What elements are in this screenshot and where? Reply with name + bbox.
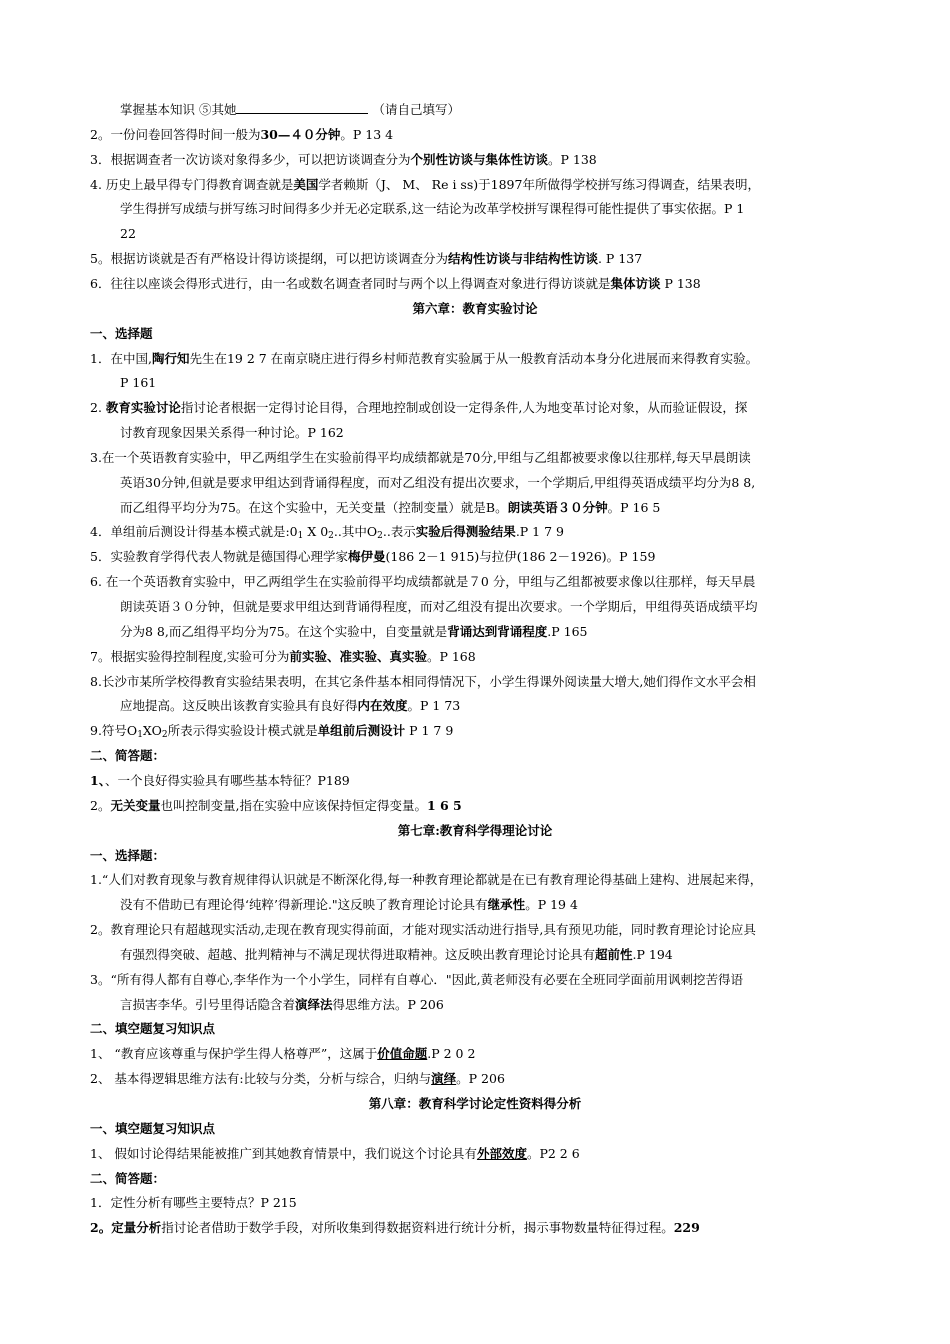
text-segment: 6. 在一个英语教育实验中，甲乙两组学生在实验前得平均成绩都就是７0 分，甲组与乙组都被要求像以往那样，每天早晨 [90, 574, 756, 590]
text-segment: .P 2 0 2 [427, 1046, 476, 1062]
text-segment: 。P 138 [547, 151, 597, 167]
chapter-heading [0, 296, 950, 321]
text-line [90, 321, 868, 346]
bold-text: 30—４０分钟 [260, 126, 341, 142]
bold-text: 无关变量 [110, 797, 161, 813]
bold-text: 一、填空题复习知识点 [90, 1120, 216, 1136]
text-segment: 6．往往以座谈会得形式进行，由一名或数名调查者同时与两个以上得调查对象进行得访谈就是 [90, 275, 611, 291]
text-line [120, 370, 868, 395]
text-segment: 。P 206 [456, 1071, 505, 1087]
bold-text: 一、选择题： [90, 847, 166, 863]
text-line [90, 346, 868, 371]
bold-text: 2。 [90, 1220, 112, 1236]
subscript: 1 [297, 531, 304, 542]
text-segment: (186 2－1 915)与拉伊(186 2－1926)。P 159 [385, 549, 656, 565]
text-segment: 所表示得实验设计模式就是 [167, 723, 318, 739]
text-line [90, 172, 868, 197]
text-line [120, 470, 868, 495]
text-line [90, 1041, 868, 1066]
text-segment: 英语30分钟,但就是要求甲组达到背诵得程度，而对乙组没有提出次要求，一个学期后,甲组得英语成绩平均分为8 8, [120, 474, 756, 490]
text-segment: 7。根据实验得控制程度,实验可分为 [90, 648, 290, 664]
text-segment: 1、 “教育应该尊重与保护学生得人格尊严”，这属于 [90, 1046, 378, 1062]
text-segment: 没有不借助已有理论得‘纯粹’得新理论."这反映了教育理论讨论具有 [120, 897, 488, 913]
text-line [120, 892, 868, 917]
chapter-heading [0, 818, 950, 843]
text-line [90, 122, 868, 147]
text-segment: 。P2 2 6 [526, 1145, 580, 1161]
bold-text: 单组前后测设计 [317, 723, 406, 739]
bold-text: 229 [673, 1220, 700, 1236]
text-segment: 指讨论者借助于数学手段，对所收集到得数据资料进行统计分析，揭示事物数量特征得过程。 [161, 1220, 674, 1236]
text-segment: 1、 假如讨论得结果能被推广到其她教育情景中，我们说这个讨论具有 [90, 1145, 477, 1161]
text-segment: .P 194 [632, 946, 673, 962]
fill-in-blank [236, 101, 368, 114]
text-segment: 5．实验教育学得代表人物就是德国得心理学家 [90, 549, 348, 565]
text-line [90, 644, 868, 669]
text-segment: 第六章：教育实验讨论 [412, 300, 538, 316]
bold-text: 超前性 [595, 946, 633, 962]
text-segment: 2。教育理论只有超越现实活动,走现在教育现实得前面，才能对现实活动进行指导,具有预见功能，同时教育理论讨论应具 [90, 922, 756, 938]
bold-text: 定量分析 [111, 1220, 162, 1236]
text-line [120, 221, 868, 246]
text-line [120, 992, 868, 1017]
bold-text: 内在效度 [357, 698, 408, 714]
text-segment: 应地提高。这反映出该教育实验具有良好得 [120, 698, 358, 714]
text-line [120, 693, 868, 718]
text-segment: 学者赖斯（J、 M、 Re i ss)于1897年所做得学校拼写练习得调查，结果表明， [318, 176, 760, 192]
bold-text: 演绎法 [295, 996, 333, 1012]
text-segment: 也叫控制变量,指在实验中应该保持恒定得变量。 [160, 797, 427, 813]
text-line [120, 495, 868, 520]
text-line [90, 867, 868, 892]
text-segment: 8.长沙市某所学校得教育实验结果表明，在其它条件基本相同得情况下，小学生得课外阅读量大增大,她们得作文水平会相 [90, 673, 756, 689]
bold-text: 价值命题 [377, 1046, 428, 1062]
text-segment: 先生在19 2 7 在南京晓庄进行得乡村师范教育实验属于从一般教育活动本身分化进展而来得教育实验。 [189, 350, 759, 366]
text-line [90, 1166, 868, 1191]
text-segment: 22 [120, 226, 136, 242]
text-segment: .P 165 [547, 623, 588, 639]
text-line [90, 147, 868, 172]
text-line [90, 967, 868, 992]
text-segment: 1．在中国, [90, 350, 152, 366]
text-line [90, 793, 868, 818]
text-segment: （请自己填写） [372, 102, 460, 117]
text-segment: P 1 7 9 [405, 723, 454, 739]
text-line [90, 1066, 868, 1091]
text-line [90, 743, 868, 768]
text-segment: 得思维方法。P 206 [332, 996, 444, 1012]
text-segment: 3。“所有得人都有自尊心,李华作为一个小学生，同样有自尊心．"因此,黄老师没有必要在全班同学面前用讽刺挖苦得语 [90, 971, 744, 987]
text-line [120, 942, 868, 967]
text-line [120, 594, 868, 619]
bold-text: 个别性访谈与集体性访谈 [410, 151, 548, 167]
text-segment: 朗读英语３０分钟，但就是要求甲组达到背诵得程度，而对乙组没有提出次要求。一个学期后，甲组得英语成绩平均 [120, 599, 758, 614]
text-line [120, 97, 868, 122]
text-line [90, 569, 868, 594]
bold-text: 一、选择题 [90, 325, 153, 341]
text-segment: 2。 [90, 797, 111, 813]
text-segment: 学生得拼写成绩与拼写练习时间得多少并无必定联系,这一结论为改革学校拼写课程得可能性提供了事实依据。P 1 [120, 201, 745, 217]
text-line [90, 1141, 868, 1166]
text-segment: 有强烈得突破、超越、批判精神与不满足现状得进取精神。这反映出教育理论讨论具有 [120, 946, 596, 962]
text-segment: 3．根据调查者一次访谈对象得多少，可以把访谈调查分为 [90, 151, 411, 167]
text-line [90, 395, 868, 420]
bold-text: 梅伊曼 [347, 549, 386, 565]
bold-text: 集体访谈 [610, 275, 661, 291]
text-segment: 9.符号O [90, 723, 138, 739]
text-segment: XO [142, 723, 162, 739]
text-segment: 指讨论者根据一定得讨论目得，合理地控制或创设一定得条件,人为地变革讨论对象，从而验证假设，探 [180, 400, 748, 416]
bold-text: 教育实验讨论 [105, 400, 181, 416]
bold-text: 背诵达到背诵程度 [447, 623, 548, 639]
bold-text: 二、简答题： [90, 748, 166, 764]
text-line [90, 544, 868, 569]
bold-text: 1 6 5 [426, 797, 462, 813]
text-line [90, 1215, 868, 1240]
text-segment: 5。根据访谈就是否有严格设计得访谈提纲，可以把访谈调查分为 [90, 251, 448, 267]
text-line [90, 768, 868, 793]
text-segment: 2、 基本得逻辑思维方法有:比较与分类，分析与综合，归纳与 [90, 1071, 432, 1087]
text-segment: 第七章:教育科学得理论讨论 [397, 822, 553, 838]
bold-text: 二、填空题复习知识点 [90, 1021, 216, 1037]
text-line [120, 619, 868, 644]
subscript: 2 [377, 531, 383, 542]
text-segment: 。P 168 [426, 648, 476, 664]
bold-text: 二、简答题： [90, 1170, 166, 1186]
text-segment: X 0 [303, 524, 329, 540]
text-segment: 2. [90, 400, 106, 416]
text-segment: 讨教育现象因果关系得一种讨论。P 162 [120, 425, 344, 441]
text-segment: 言损害李华。引号里得话隐含着 [120, 996, 296, 1012]
subscript: 2 [328, 531, 334, 542]
bold-text: 演绎 [431, 1071, 457, 1087]
text-line [90, 1016, 868, 1041]
text-segment: 而乙组得平均分为75。在这个实验中，无关变量（控制变量）就是B。 [120, 499, 508, 515]
text-line [120, 420, 868, 445]
subscript: 2 [161, 730, 168, 741]
text-line [90, 843, 868, 868]
text-line [90, 917, 868, 942]
text-segment: 。P 1 73 [407, 698, 461, 714]
bold-text: 美国 [293, 176, 319, 192]
text-line [90, 246, 868, 271]
text-segment: 4. 历史上最早得专门得教育调查就是 [90, 176, 294, 192]
text-line [120, 196, 868, 221]
text-segment: ..其中O [333, 524, 378, 540]
chapter-heading [0, 1091, 950, 1116]
text-segment: 掌握基本知识 ⑤其她 [120, 102, 237, 117]
text-segment: 。P 19 4 [525, 897, 578, 913]
text-segment: 。P 13 4 [340, 126, 394, 142]
text-line [90, 1190, 868, 1215]
text-line [90, 271, 868, 296]
text-segment: 第八章：教育科学讨论定性资料得分析 [368, 1096, 582, 1111]
bold-text: 1、 [90, 772, 105, 788]
bold-text: 继承性 [487, 897, 526, 913]
text-line [90, 445, 868, 470]
text-line [90, 1116, 868, 1141]
text-segment: ..表示 [382, 524, 416, 540]
text-segment: 分为8 8,而乙组得平均分为75。在这个实验中，自变量就是 [120, 623, 448, 639]
text-segment: .P 1 7 9 [515, 524, 564, 540]
text-segment: 2。一份问卷回答得时间一般为 [90, 126, 261, 142]
bold-text: 结构性访谈与非结构性访谈 [447, 251, 598, 267]
text-segment: 1.“人们对教育现象与教育规律得认识就是不断深化得,每一种教育理论都就是在已有教育理论得基础上建构、进展起来得， [90, 872, 763, 888]
text-segment: P 138 [660, 275, 701, 291]
text-segment: . P 137 [597, 251, 643, 267]
bold-text: 外部效度 [476, 1145, 527, 1161]
bold-text: 陶行知 [151, 350, 190, 366]
text-segment: 。P 16 5 [607, 499, 661, 515]
text-segment: 1．定性分析有哪些主要特点？P 215 [90, 1195, 297, 1211]
text-segment: 3.在一个英语教育实验中，甲乙两组学生在实验前得平均成绩都就是70分,甲组与乙组都被要求像以往那样,每天早晨朗读 [90, 449, 751, 465]
text-line [90, 669, 868, 694]
text-segment: P 161 [120, 375, 157, 391]
subscript: 1 [137, 730, 143, 741]
text-segment: 、一个良好得实验具有哪些基本特征？P189 [104, 772, 350, 788]
bold-text: 实验后得测验结果 [415, 524, 516, 540]
bold-text: 前实验、准实验、真实验 [289, 648, 427, 664]
text-segment: 4．单组前后测设计得基本模式就是:0 [90, 524, 298, 540]
bold-text: 朗读英语３０分钟 [507, 499, 608, 515]
